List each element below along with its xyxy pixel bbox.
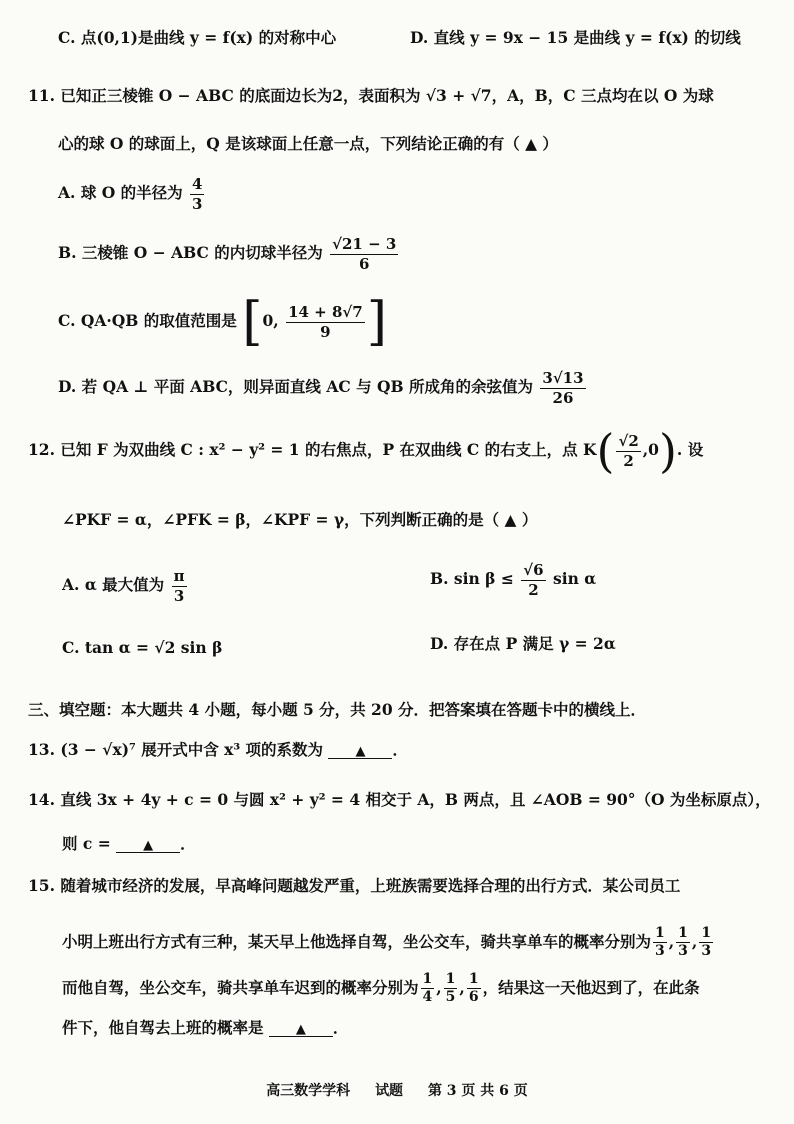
q12-option-a-fraction [172, 568, 187, 604]
right-paren: ) [658, 424, 677, 478]
q11-option-d-text: D. 若 QA ⊥ 平面 ABC，则异面直线 AC 与 QB 所成角的余弦值为 [58, 377, 533, 396]
q11-option-c-lower: 0, [262, 311, 279, 330]
q12-option-a [62, 568, 189, 604]
q15-line2-text: 小明上班出行方式有三种，某天早上他选择自驾，坐公交车，骑共享单车的概率分别为 [62, 931, 652, 951]
answer-blank [269, 1020, 333, 1037]
triangle-icon: ▲ [355, 744, 366, 759]
q15-late-bus [444, 972, 458, 1006]
q15-line2: 小明上班出行方式有三种，某天早上他选择自驾，坐公交车，骑共享单车的概率分别为 $\frac{1}{3}$ , $\frac{1}{3}$ , $\frac{1}{3}$ [62, 925, 712, 960]
fraction-numerator: 14 + 8√7 [288, 303, 363, 321]
q15-line3-text: 而他自驾，坐公交车，骑共享单车迟到的概率分别为 [62, 977, 419, 997]
q13-end: ． [392, 740, 408, 759]
fraction-denominator: 26 [552, 388, 574, 407]
q14-line2 [62, 836, 196, 853]
q11-option-d-fraction [540, 370, 585, 406]
q11-option-c-text: C. QA·QB 的取值范围是 [58, 311, 237, 330]
q11-option-c-fraction [286, 304, 365, 340]
q10-option-d: D. 直线 y = 9x − 15 是曲线 y = f(x) 的切线 [410, 28, 741, 47]
q12-stem-line2: ∠PKF = α，∠PFK = β，∠KPF = γ，下列判断正确的是（ ▲ ） [62, 510, 538, 529]
left-bracket: [ [242, 292, 263, 352]
fraction-numerator: √2 [618, 432, 639, 450]
q11-option-c [58, 292, 387, 352]
fraction-numerator: 1 [467, 972, 481, 989]
right-bracket: ] [366, 292, 387, 352]
q12-option-b [430, 562, 596, 598]
q15-prob-bus [676, 926, 690, 960]
footer-page-number: 第 3 页 共 6 页 [427, 1083, 528, 1099]
q10-option-c: C. 点(0,1)是曲线 y = f(x) 的对称中心 [58, 28, 337, 47]
q12-option-b-fraction [521, 562, 545, 598]
page-footer [0, 1080, 794, 1100]
answer-blank [328, 742, 392, 759]
fraction-denominator: 6 [359, 254, 370, 273]
fraction-numerator: 1 [421, 972, 435, 989]
q15-late-bike [467, 972, 481, 1006]
fraction-denominator: 4 [422, 989, 433, 1006]
q11-option-a-fraction [190, 176, 204, 212]
section-3-heading: 三、填空题：本大题共 4 小题，每小题 5 分，共 20 分．把答案填在答题卡中的横线上． [28, 700, 647, 719]
fraction-numerator: √6 [523, 561, 544, 579]
footer-kind: 试题 [375, 1083, 404, 1099]
footer-subject: 高三数学学科 [266, 1083, 351, 1099]
left-paren: ( [596, 424, 615, 478]
q11-option-b-fraction [330, 236, 398, 272]
q15-prob-self-drive [653, 926, 667, 960]
fraction-numerator: √21 − 3 [332, 235, 397, 253]
fraction-denominator: 2 [623, 451, 634, 470]
q15-end: ． [332, 1018, 349, 1037]
fraction-denominator: 3 [192, 194, 203, 213]
q14-end: ． [180, 834, 196, 853]
q12-point-k-fraction [616, 433, 640, 469]
q15-line4 [62, 1020, 348, 1037]
fraction-numerator: 4 [192, 175, 203, 193]
fraction-denominator: 3 [678, 943, 688, 960]
fraction-numerator: 1 [699, 926, 713, 943]
q12-option-a-text: A. α 最大值为 [62, 575, 165, 594]
fraction-numerator: 3√13 [542, 369, 584, 387]
q15-line3: 而他自驾，坐公交车，骑共享单车迟到的概率分别为 $\frac{1}{4}$ , $\frac{1}{5}$ , $\frac{1}{6}$ ，结果这一天他迟到了，在此条 [62, 971, 700, 1006]
q12-option-b-text: B. sin β ≤ [430, 569, 514, 588]
q12-stem-line1 [28, 424, 704, 478]
q15-late-self-drive [421, 972, 435, 1006]
q11-stem-line2: 心的球 O 的球面上，Q 是该球面上任意一点，下列结论正确的有（ ▲ ） [58, 134, 558, 153]
q13 [28, 742, 408, 759]
fraction-denominator: 3 [173, 586, 185, 605]
fraction-denominator: 6 [468, 989, 479, 1006]
fraction-denominator: 2 [528, 580, 539, 599]
fraction-numerator: 1 [653, 926, 667, 943]
fraction-denominator: 5 [445, 989, 456, 1006]
q11-option-d [58, 370, 588, 406]
q12-point-k-tail: ,0 [642, 440, 659, 459]
q11-option-b [58, 236, 400, 272]
fraction-denominator: 3 [655, 943, 665, 960]
q13-text: 13. (3 − √x)⁷ 展开式中含 x³ 项的系数为 [28, 740, 324, 759]
triangle-icon: ▲ [143, 838, 154, 853]
q14-line2-text: 则 c = [62, 834, 111, 853]
fraction-numerator: 1 [676, 926, 690, 943]
q12-option-c: C. tan α = √2 sin β [62, 638, 223, 657]
q11-option-a-text: A. 球 O 的半径为 [58, 183, 183, 202]
fraction-numerator: π [173, 567, 185, 585]
q12-stem-text: 12. 已知 F 为双曲线 C : x² − y² = 1 的右焦点，P 在双曲线 C 的右支上，点 K [28, 440, 597, 459]
q11-stem-line1: 11. 已知正三棱锥 O − ABC 的底面边长为2，表面积为 √3 + √7，A，B，C 三点均在以 O 为球 [28, 86, 714, 105]
q12-option-b-tail: sin α [552, 569, 597, 588]
q12-stem-text-end: . 设 [676, 440, 704, 459]
triangle-icon: ▲ [295, 1022, 306, 1037]
q11-option-a [58, 176, 206, 212]
fraction-denominator: 3 [701, 943, 712, 960]
q15-line1: 15. 随着城市经济的发展，早高峰问题越发严重，上班族需要选择合理的出行方式．某公司员工 [28, 876, 681, 895]
q15-line4-text: 件下，他自驾去上班的概率是 [62, 1018, 264, 1037]
q15-line3-tail: ，结果这一天他迟到了，在此条 [482, 977, 700, 997]
q14-line1: 14. 直线 3x + 4y + c = 0 与圆 x² + y² = 4 相交于 A，B 两点，且 ∠AOB = 90°（O 为坐标原点）， [28, 790, 771, 809]
q11-option-b-text: B. 三棱锥 O − ABC 的内切球半径为 [58, 243, 323, 262]
fraction-denominator: 9 [320, 322, 331, 341]
answer-blank [116, 836, 180, 853]
q15-prob-bike [699, 926, 713, 960]
q12-option-d: D. 存在点 P 满足 γ = 2α [430, 634, 616, 653]
fraction-numerator: 1 [444, 972, 458, 989]
